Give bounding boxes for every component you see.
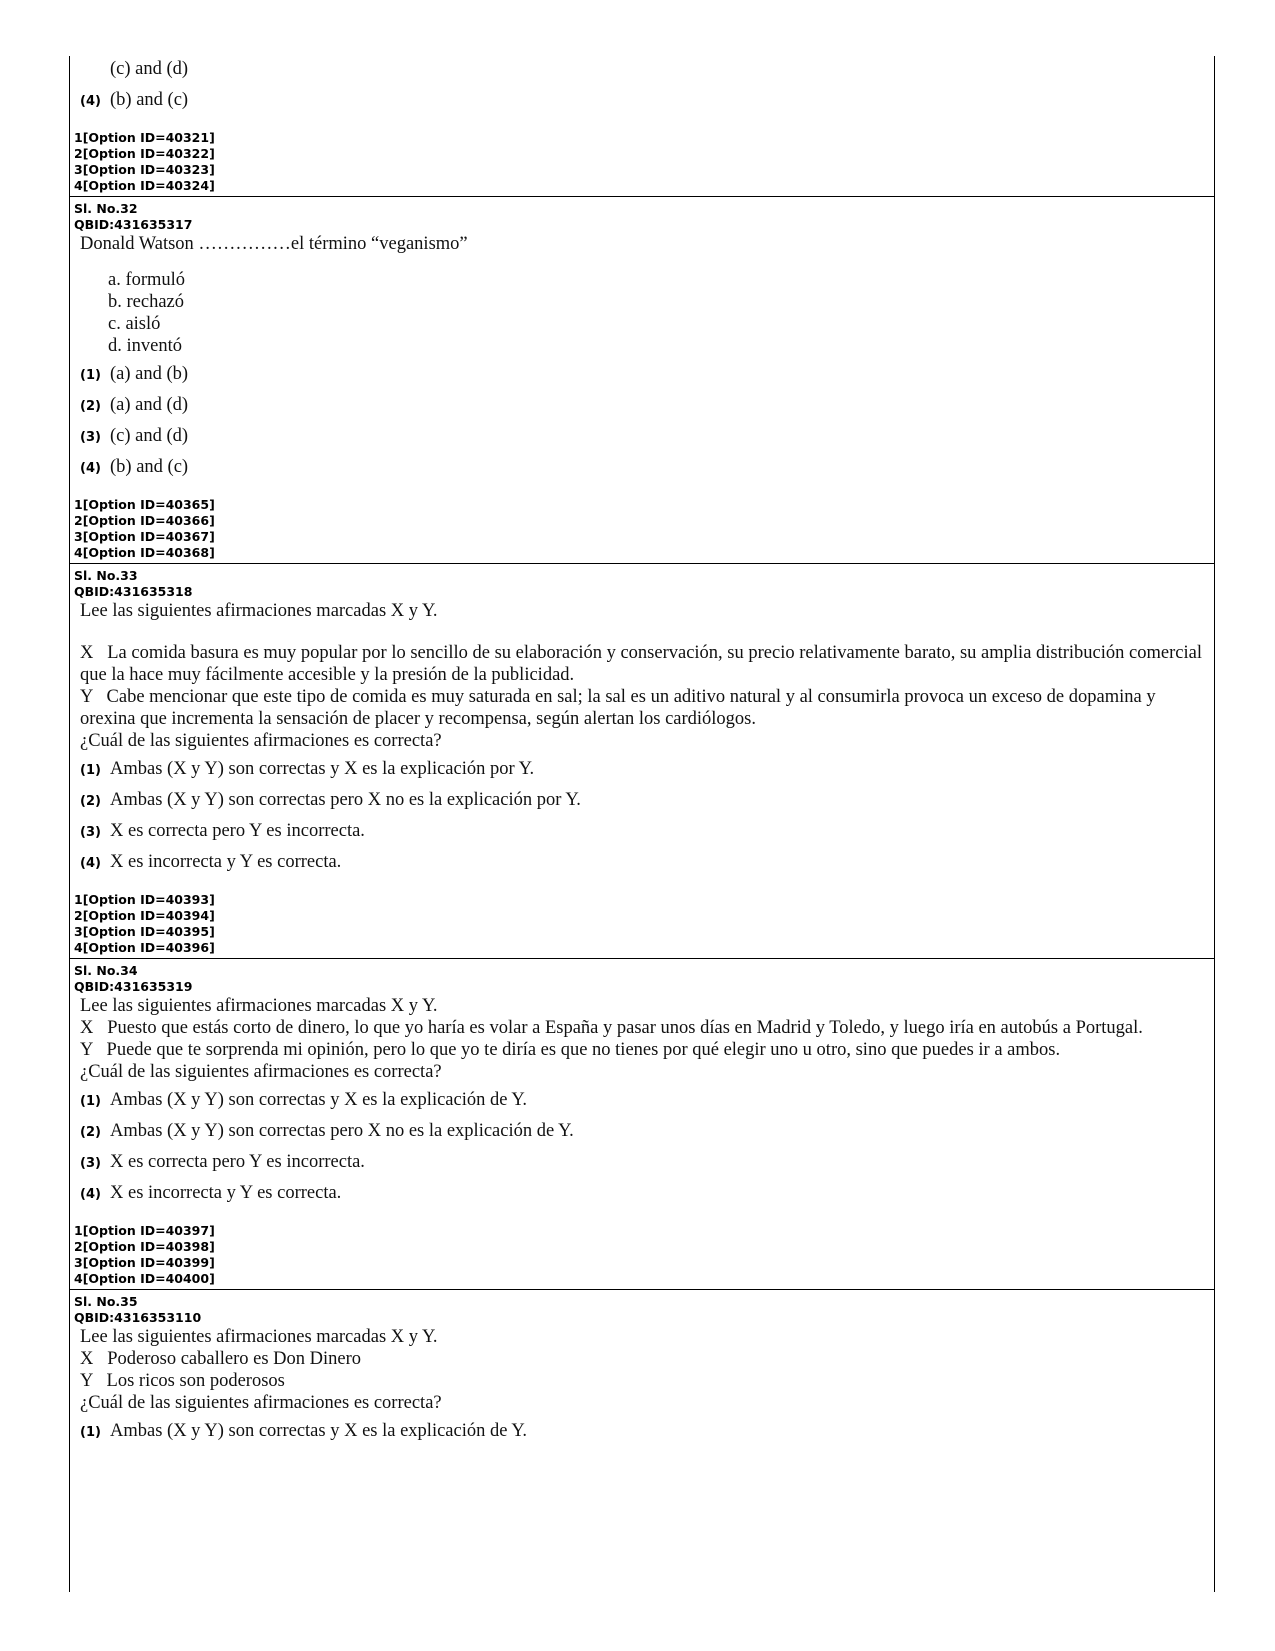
option-id: 2[Option ID=40322] xyxy=(74,146,215,161)
option-list xyxy=(74,363,1214,487)
option-id: 1[Option ID=40397] xyxy=(74,1223,215,1238)
option-line xyxy=(74,758,1214,789)
option-id-list xyxy=(74,892,1214,958)
statement-y: Y Los ricos son poderosos xyxy=(80,1371,285,1391)
option-line xyxy=(74,363,1214,394)
question-text: Donald Watson ……………el término “veganismo” xyxy=(80,234,468,254)
sub-item: c. aisló xyxy=(108,314,161,334)
option-id: 2[Option ID=40398] xyxy=(74,1239,215,1254)
option-line xyxy=(74,789,1214,820)
option-id: 4[Option ID=40368] xyxy=(74,545,215,560)
qbid: QBID:431635319 xyxy=(74,979,193,994)
option-number: (2) xyxy=(80,1125,101,1140)
question-text: Lee las siguientes afirmaciones marcadas X y Y. xyxy=(80,996,438,1016)
option-id: 1[Option ID=40321] xyxy=(74,130,215,145)
option-text: (c) and (d) xyxy=(110,59,189,79)
statement-x: X Puesto que estás corto de dinero, lo que yo haría es volar a España y pasar unos días en Madrid y Toledo, y luego iría en autobús a Portugal. xyxy=(80,1018,1143,1038)
option-text: (c) and (d) xyxy=(110,426,189,446)
option-id: 3[Option ID=40399] xyxy=(74,1255,215,1270)
option-id: 3[Option ID=40323] xyxy=(74,162,215,177)
option-line xyxy=(74,1151,1214,1182)
qbid: QBID:431635317 xyxy=(74,217,193,232)
option-id: 2[Option ID=40366] xyxy=(74,513,215,528)
question-prompt: ¿Cuál de las siguientes afirmaciones es correcta? xyxy=(80,731,442,751)
option-number: (4) xyxy=(80,856,101,871)
option-text: X es incorrecta y Y es correcta. xyxy=(110,1183,342,1203)
option-id-list xyxy=(74,1223,1214,1289)
option-line xyxy=(74,1420,1214,1451)
option-id: 3[Option ID=40367] xyxy=(74,529,215,544)
option-line xyxy=(74,820,1214,851)
question-paper-page xyxy=(69,56,1215,1592)
qbid: QBID:431635318 xyxy=(74,584,193,599)
option-id: 4[Option ID=40396] xyxy=(74,940,215,955)
sub-item: b. rechazó xyxy=(108,292,185,312)
question-meta xyxy=(74,959,1214,995)
option-number: (1) xyxy=(80,368,101,383)
question-33 xyxy=(70,564,1214,959)
sub-item: a. formuló xyxy=(108,270,186,290)
option-id: 1[Option ID=40365] xyxy=(74,497,215,512)
serial-number: Sl. No.33 xyxy=(74,568,138,583)
option-number: (1) xyxy=(80,1094,101,1109)
question-meta xyxy=(74,1290,1214,1326)
question-31-fragment xyxy=(70,56,1214,197)
option-text: X es correcta pero Y es incorrecta. xyxy=(110,1152,365,1172)
option-line xyxy=(74,89,1214,120)
option-list xyxy=(74,1089,1214,1213)
statement-x: X La comida basura es muy popular por lo sencillo de su elaboración y conservación, su precio relativamente barato, su amplia distribución comercial que la hace muy fácilmente accesible y la presión de la publicidad. xyxy=(80,643,1207,685)
sub-item: d. inventó xyxy=(108,336,182,356)
question-32 xyxy=(70,197,1214,564)
option-number: (1) xyxy=(80,763,101,778)
option-line xyxy=(74,1120,1214,1151)
option-line xyxy=(74,425,1214,456)
option-text: Ambas (X y Y) son correctas y X es la explicación de Y. xyxy=(110,1090,527,1110)
option-number: (3) xyxy=(80,430,101,445)
option-line xyxy=(74,58,1214,89)
serial-number: Sl. No.34 xyxy=(74,963,138,978)
option-list xyxy=(74,758,1214,882)
question-meta xyxy=(74,197,1214,233)
option-line xyxy=(74,1182,1214,1213)
option-number: (3) xyxy=(80,1156,101,1171)
option-id-list xyxy=(74,130,1214,196)
option-text: Ambas (X y Y) son correctas pero X no es la explicación de Y. xyxy=(110,1121,574,1141)
option-text: X es correcta pero Y es incorrecta. xyxy=(110,821,365,841)
option-number: (2) xyxy=(80,399,101,414)
option-text: Ambas (X y Y) son correctas y X es la explicación por Y. xyxy=(110,759,535,779)
statement-y: Y Puede que te sorprenda mi opinión, pero lo que yo te diría es que no tienes por qué elegir uno u otro, sino que puedes ir a ambos. xyxy=(80,1040,1061,1060)
option-number: (4) xyxy=(80,1187,101,1202)
option-text: (a) and (d) xyxy=(110,395,189,415)
qbid: QBID:4316353110 xyxy=(74,1310,202,1325)
option-text: Ambas (X y Y) son correctas pero X no es la explicación por Y. xyxy=(110,790,581,810)
option-number: (4) xyxy=(80,461,101,476)
statement-y: Y Cabe mencionar que este tipo de comida es muy saturada en sal; la sal es un aditivo natural y al consumirla provoca un exceso de dopamina y orexina que incrementa la sensación de placer y recompensa, según alertan los cardiólogos. xyxy=(80,687,1161,729)
question-prompt: ¿Cuál de las siguientes afirmaciones es correcta? xyxy=(80,1062,442,1082)
option-text: X es incorrecta y Y es correcta. xyxy=(110,852,342,872)
option-id-list xyxy=(74,497,1214,563)
option-number: (3) xyxy=(80,825,101,840)
question-34 xyxy=(70,959,1214,1290)
question-text: Lee las siguientes afirmaciones marcadas X y Y. xyxy=(80,601,438,621)
option-line xyxy=(74,851,1214,882)
option-text: (b) and (c) xyxy=(110,457,189,477)
option-line xyxy=(74,394,1214,425)
option-list xyxy=(74,1420,1214,1451)
option-number: (1) xyxy=(80,1425,101,1440)
option-text: (a) and (b) xyxy=(110,364,189,384)
question-text: Lee las siguientes afirmaciones marcadas X y Y. xyxy=(80,1327,438,1347)
question-meta xyxy=(74,564,1214,600)
option-line xyxy=(74,456,1214,487)
option-text: (b) and (c) xyxy=(110,90,189,110)
option-id: 3[Option ID=40395] xyxy=(74,924,215,939)
option-text: Ambas (X y Y) son correctas y X es la explicación de Y. xyxy=(110,1421,527,1441)
question-prompt: ¿Cuál de las siguientes afirmaciones es correcta? xyxy=(80,1393,442,1413)
serial-number: Sl. No.35 xyxy=(74,1294,138,1309)
option-number: (4) xyxy=(80,94,101,109)
question-35 xyxy=(70,1290,1214,1451)
sub-item-list xyxy=(74,269,1214,357)
option-id: 4[Option ID=40400] xyxy=(74,1271,215,1286)
option-id: 2[Option ID=40394] xyxy=(74,908,215,923)
statement-x: X Poderoso caballero es Don Dinero xyxy=(80,1349,362,1369)
serial-number: Sl. No.32 xyxy=(74,201,138,216)
option-id: 4[Option ID=40324] xyxy=(74,178,215,193)
option-line xyxy=(74,1089,1214,1120)
option-number: (2) xyxy=(80,794,101,809)
option-id: 1[Option ID=40393] xyxy=(74,892,215,907)
